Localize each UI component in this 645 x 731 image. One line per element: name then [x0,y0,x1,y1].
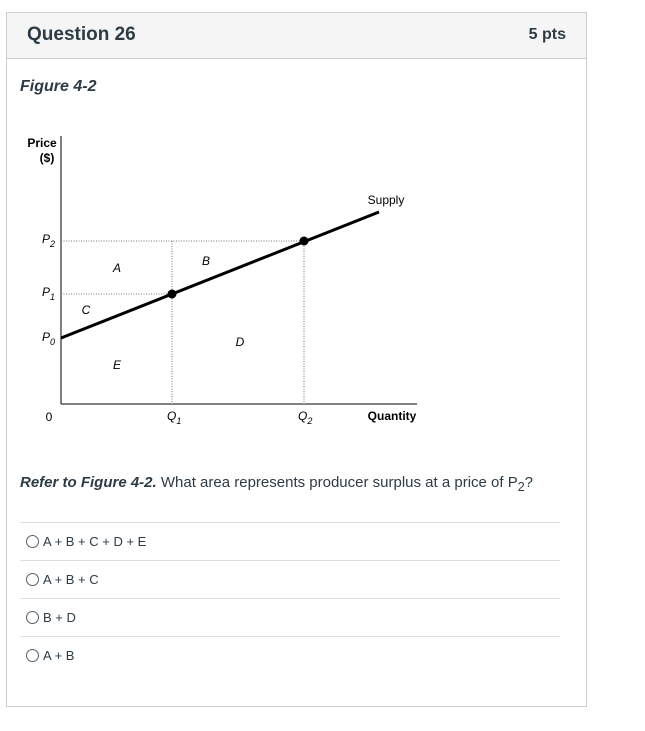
radio-button[interactable] [26,649,39,662]
radio-button[interactable] [26,535,39,548]
question-subscript: 2 [517,480,525,494]
supply-curve [61,212,379,338]
answer-label: A + B [43,648,75,663]
question-text [20,474,533,494]
radio-button[interactable] [26,611,39,624]
y-axis-label: Price [27,136,57,150]
area-c-label: C [81,303,91,317]
q1-label: $Q_1$ [167,409,182,426]
answer-label: A + B + C + D + E [43,534,147,549]
area-d-label: D [235,335,245,349]
supply-graph [14,124,434,434]
area-b-label: B [201,254,211,268]
question-title: Question 26 [27,24,136,45]
answer-option-4[interactable] [20,636,560,674]
origin-label: 0 [45,410,53,424]
p2-label: $P_2$ [42,232,56,249]
answer-option-1[interactable] [20,522,560,560]
figure-title: Figure 4-2 [20,78,97,95]
supply-label: Supply [367,193,405,207]
area-a-label: A [112,261,122,275]
answer-label: A + B + C [43,572,99,587]
answer-option-3[interactable] [20,598,560,636]
answer-option-2[interactable] [20,560,560,598]
answer-list [20,522,560,674]
p0-label: $P_0$ [42,330,56,347]
point-q2-p2 [300,237,309,246]
x-axis-label: Quantity [367,409,417,423]
question-body: What area represents producer surplus at a price of P [156,474,518,491]
area-e-label: E [112,358,122,372]
question-header [7,13,586,59]
point-q1-p1 [168,290,177,299]
q2-label: $Q_2$ [298,409,313,426]
question-end: ? [524,474,534,491]
p1-label: $P_1$ [42,285,56,302]
radio-button[interactable] [26,573,39,586]
answer-label: B + D [43,610,76,625]
question-points: 5 pts [528,26,566,43]
y-axis-unit: ($) [39,151,55,165]
question-reference: Refer to Figure 4-2. [20,474,157,491]
